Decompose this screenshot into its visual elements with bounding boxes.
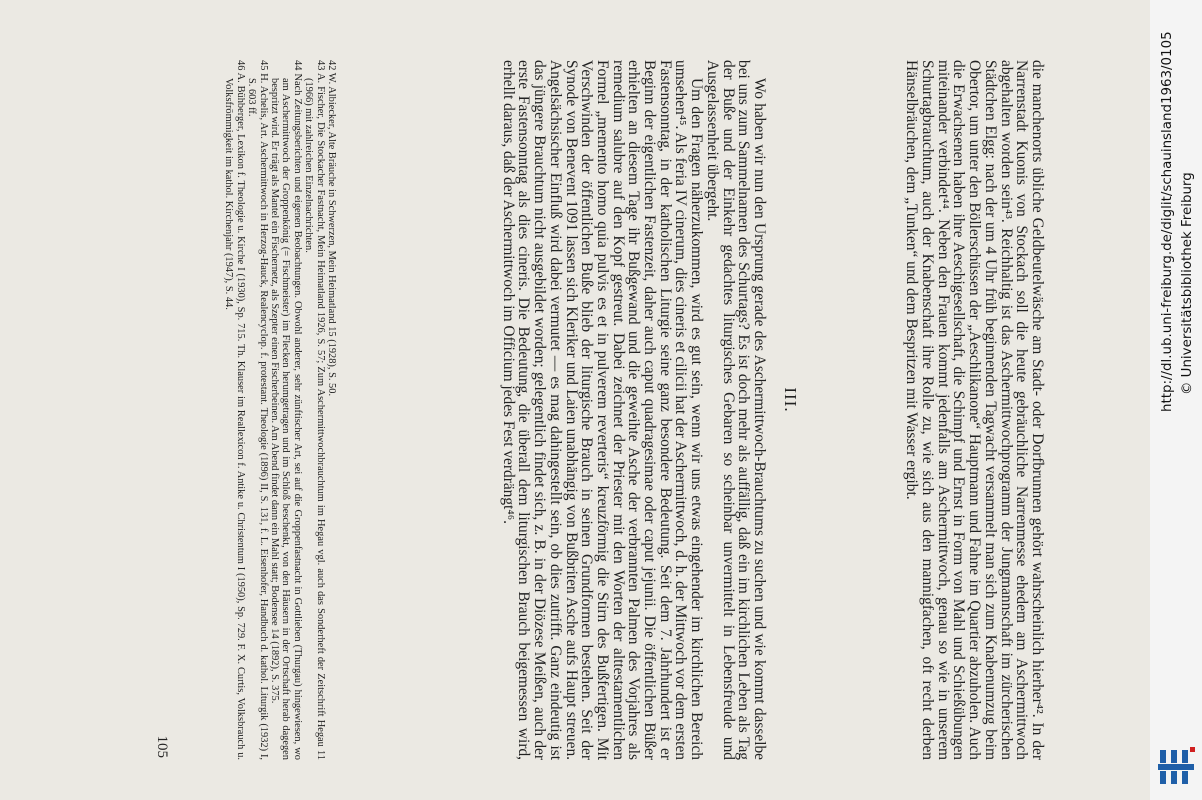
text-block-section-3 [500, 60, 767, 760]
text-block-intro [904, 60, 1045, 760]
footnote-46: 46 A. Bühberger, Lexikon f. Theologie u. Kirche I (1930), Sp. 715. Th. Klauser im Reallexicon f. Antike u. Christentum I (1950), Sp. 729. F. X. Curtis, Volksbrauch u. Volksfrömmigkeit im kathol. Kirchenjahr (1947), S. 44. [223, 60, 246, 760]
paragraph-origin-question: Wo haben wir nun den Ursprung gerade des Aschermittwoch-Brauchtums zu suchen und wie kommt dasselbe bei uns zum Sammelnamen des Schurtags? Es ist doch mehr als auffällig, daß ein im kirchlichen Leben als Tag der Buße und der Einkehr gedachtes liturgisches Gebaren so scheinbar unvermittelt in Lebensfreude und Ausgelassenheit übergeht. [703, 60, 768, 760]
footnotes [223, 60, 337, 760]
page-number: 105 [154, 735, 170, 758]
page-content [65, 20, 1085, 780]
section-heading: III. [781, 387, 800, 413]
footnote-42: 42 W. Albiecker, Alte Bräuche in Schwerzen, Mein Heimatland 15 (1928), S. 50. [326, 60, 337, 397]
library-sidebar [1150, 0, 1202, 800]
paragraph-liturgy: Um den Fragen näherzukommen, wird es gut sein, wenn wir uns etwas eingehender im kirchlichen Bereich umsehen⁴⁵. Als feria IV cinerum, dies cineris et cilicii hat der Aschermittwoch, d. h. der Mittwoch vor dem ersten Fastensonntag, in der katholischen Liturgie seine ganz besondere Bedeutung. Seit dem 7. Jahrhundert ist er Beginn der eigentlichen Fastenzeit, daher auch caput quadragesimae oder caput jejunii. Die öffentlichen Büßer erhielten an diesem Tage ihr Bußgewand und die geweihte Asche der verbrannten Palmen des Vorjahres als remedium salubre auf den Kopf gestreut. Dabei zeichnet der Priester mit den Worten der alttestamentlichen Formel „memento homo quia pulvis es et in pulverem reverteris“ kreuzförmig die Stirn des Bußfertigen. Mit Verschwinden der öffentlichen Buße blieb der liturgische Brauch in seinen Grundformen bestehen. Seit der Synode von Benevent 1091 lassen sich Kleriker und Laien unabhängig von Bußbriten Asche aufs Haupt streuen. Angelsächsischer Einfluß wird dabei vermutet — es mag dahingestellt sein, ob dies zutrifft. Ganz eindeutig ist das jüngere Brauchtum nicht ausgebildet worden; gelegentlich findet sich, z. B. in der Diözese Meißen, auch der erste Fastensonntag als dies cineris. Die Bedeutung, die überall dem liturgischen Brauch beigemessen wird, erhellt daraus, daß der Aschermittwoch im Officium jedes Fest verdrängt⁴⁶. [499, 60, 706, 760]
footnote-44: 44 Nach Zeitungsberichten und eigenen Beobachtungen. Obwohl anderer, sehr zünftischer Art, sei auf die Groppenfastnacht in Gottlieben (Thurgau) hingewiesen, wo am Aschermittwoch der Groppenkönig (= Fischmeister) im Flecken herumgetragen und im Schloß beschenkt, von den Häusern in der Ortschaft herab dagegen bespritzt wird. Er trägt als Mantel ein Fischernetz, als Szepter einen Fischerbeinen. Am Abend findet dann ein Mahl statt; Bodensee 14 (1892), S. 375. [268, 60, 303, 760]
footnote-43: 43 A. Fischer, Die Stockacher Fastnacht, Mein Heimatland 1926, S. 57; Zum Aschermittwochbrauchtum im Hegau vgl. auch das Sonderheft der Zeitschrift Hegau 11 (1966) mit zahlreichen Einzelnachrichten. [303, 60, 326, 760]
footnote-45: 45 H. Achelis, Art. Aschermittwoch in Herzog-Hauck, Realencyclop. f. protestant. Theologie (1896) II, S. 131, f. L. Eisenhofer, Handbuch d. kathol. Liturgik (1932) I, S. 603 ff. [246, 60, 269, 760]
paragraph-aschermittwoch-customs: die manchenorts übliche Geldbeutelwäsche am Stadt- oder Dorfbrunnen gehört wahrscheinlich hierher⁴². In der Narrenstadt Kuonis von Stockach soll die heute gebräuchliche Narrenmesse ehedem am Aschermittwoch abgehalten worden sein⁴³. Reichhaltig ist das Aschermittwochprogramm der Jungmannschaft im zürcherischen Städtchen Elgg: nach der um 4 Uhr früh beginnenden Tagwacht versammelt man sich zum Knabenumzug beim Obertor, um unter den Böllerschüssen der „Aeschlikanone“ Hauptmann und Fahne im Quartier abzuholen. Auch die Erwachsenen haben ihre Aeschigesellschaft, die Schimpf und Ernst in Form von Mahl und Schießübungen miteinander verbindet⁴⁴. Neben den Frauen kommt jedenfalls am Aschermittwoch, genau so wie in unserem Schurtagbrauchtum, auch der Knabenschaft ihre Rolle zu, wie sich aus den mannigfachen, oft recht derben Hänselbräuchen, dem „Tunken“ und dem Bespritzen mit Wasser ergibt. [903, 60, 1046, 760]
permalink-text[interactable]: http://dl.ub.uni-freiburg.de/diglit/schauinsland1963/0105 [1160, 31, 1175, 412]
ub-freiburg-logo-icon [1154, 745, 1198, 789]
copyright-text: © Universitätsbibliothek Freiburg [1180, 172, 1195, 395]
